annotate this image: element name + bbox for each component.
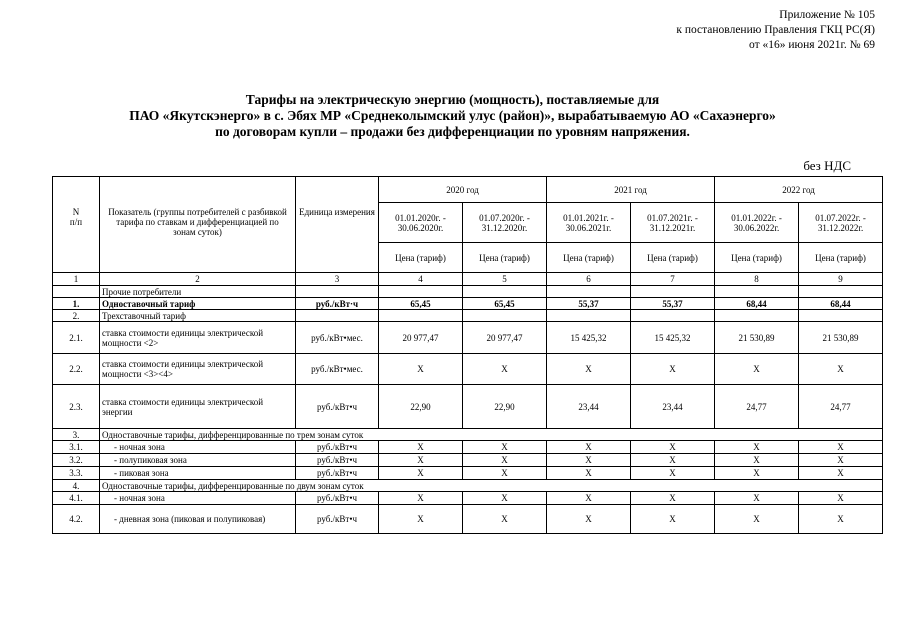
row-value	[379, 310, 463, 322]
row-unit: руб./кВт·ч	[296, 298, 379, 310]
header-year-2021: 2021 год	[547, 177, 715, 203]
title-line-1: Тарифы на электрическую энергию (мощность), поставляемые для	[245, 92, 660, 107]
row-number: 3.	[53, 429, 100, 441]
row-value: 65,45	[463, 298, 547, 310]
row-unit	[296, 310, 379, 322]
row-number: 2.	[53, 310, 100, 322]
table-row	[53, 492, 883, 505]
col-number: 5	[463, 273, 547, 286]
row-unit: руб./кВт•мес.	[296, 322, 379, 354]
row-value: Х	[631, 467, 715, 480]
row-number: 3.1.	[53, 441, 100, 454]
header-period: 01.07.2022г. - 31.12.2022г.	[799, 203, 883, 243]
row-value: 15 425,32	[631, 322, 715, 354]
col-number: 6	[547, 273, 631, 286]
table-row	[53, 441, 883, 454]
row-value: 20 977,47	[463, 322, 547, 354]
row-value: 24,77	[715, 385, 799, 429]
row-indicator: Одноставочные тарифы, дифференцированные по трем зонам суток	[100, 429, 883, 441]
row-indicator: Одноставочные тарифы, дифференцированные по двум зонам суток	[100, 480, 883, 492]
row-value: 55,37	[547, 298, 631, 310]
row-unit: руб./кВт•мес.	[296, 354, 379, 385]
row-value	[547, 310, 631, 322]
row-value	[715, 286, 799, 298]
col-number: 9	[799, 273, 883, 286]
row-value	[799, 286, 883, 298]
col-number: 4	[379, 273, 463, 286]
table-row	[53, 429, 883, 441]
appendix-line-3: от «16» июня 2021г. № 69	[749, 39, 875, 51]
header-period: 01.07.2020г. - 31.12.2020г.	[463, 203, 547, 243]
header-price: Цена (тариф)	[463, 243, 547, 273]
row-value: Х	[715, 505, 799, 534]
header-period: 01.01.2021г. - 30.06.2021г.	[547, 203, 631, 243]
row-value: 55,37	[631, 298, 715, 310]
row-unit	[296, 286, 379, 298]
row-value: Х	[799, 505, 883, 534]
appendix-header	[676, 8, 875, 53]
header-period: 01.01.2022г. - 30.06.2022г.	[715, 203, 799, 243]
header-year-2022: 2022 год	[715, 177, 883, 203]
row-value: Х	[379, 441, 463, 454]
row-number: 3.3.	[53, 467, 100, 480]
row-value	[547, 286, 631, 298]
table-row	[53, 480, 883, 492]
table-row	[53, 454, 883, 467]
col-number: 7	[631, 273, 715, 286]
row-value: Х	[631, 505, 715, 534]
header-row-col-numbers	[53, 273, 883, 286]
header-price: Цена (тариф)	[631, 243, 715, 273]
tariff-table	[52, 176, 883, 534]
row-value: Х	[379, 467, 463, 480]
row-unit: руб./кВт•ч	[296, 454, 379, 467]
row-value: Х	[379, 492, 463, 505]
row-indicator: - ночная зона	[100, 492, 296, 505]
row-indicator: - пиковая зона	[100, 467, 296, 480]
row-number: 2.3.	[53, 385, 100, 429]
row-indicator: ставка стоимости единицы электрической мощности <2>	[100, 322, 296, 354]
table-row	[53, 467, 883, 480]
row-number: 1.	[53, 298, 100, 310]
table-row	[53, 298, 883, 310]
header-num: N п/п	[53, 177, 100, 273]
row-value: 65,45	[379, 298, 463, 310]
header-unit: Единица измерения	[296, 177, 379, 273]
row-indicator: - дневная зона (пиковая и полупиковая)	[100, 505, 296, 534]
row-value: 22,90	[379, 385, 463, 429]
row-value: Х	[715, 467, 799, 480]
row-number: 4.	[53, 480, 100, 492]
table-row	[53, 354, 883, 385]
title-line-2: ПАО «Якутскэнерго» в с. Эбях МР «Среднеколымский улус (район)», вырабатываемую АО «Сахаэнерго»	[129, 108, 776, 123]
row-unit: руб./кВт•ч	[296, 505, 379, 534]
row-value: Х	[463, 354, 547, 385]
row-value: Х	[631, 354, 715, 385]
row-value: Х	[463, 505, 547, 534]
vat-note: без НДС	[803, 158, 851, 173]
row-indicator: - ночная зона	[100, 441, 296, 454]
title-line-3: по договорам купли – продажи без дифференциации по уровням напряжения.	[215, 124, 690, 139]
row-number	[53, 286, 100, 298]
row-value: Х	[547, 467, 631, 480]
row-indicator: ставка стоимости единицы электрической мощности <3><4>	[100, 354, 296, 385]
row-value: Х	[379, 505, 463, 534]
table-row	[53, 322, 883, 354]
document-title	[0, 92, 905, 140]
col-number: 8	[715, 273, 799, 286]
row-value: Х	[799, 354, 883, 385]
header-row-years	[53, 177, 883, 203]
table-row	[53, 286, 883, 298]
row-unit: руб./кВт•ч	[296, 385, 379, 429]
row-value: Х	[799, 467, 883, 480]
row-value: 22,90	[463, 385, 547, 429]
row-value: Х	[799, 454, 883, 467]
row-value: Х	[715, 354, 799, 385]
row-value: 24,77	[799, 385, 883, 429]
row-value: 68,44	[799, 298, 883, 310]
row-value: Х	[631, 441, 715, 454]
header-price: Цена (тариф)	[715, 243, 799, 273]
row-value	[379, 286, 463, 298]
row-value: Х	[463, 467, 547, 480]
row-value: Х	[463, 441, 547, 454]
row-indicator: Трехставочный тариф	[100, 310, 296, 322]
row-value: Х	[799, 492, 883, 505]
row-value: Х	[715, 454, 799, 467]
col-number: 3	[296, 273, 379, 286]
header-indicator: Показатель (группы потребителей с разбивкой тарифа по ставкам и дифференциацией по зонам суток)	[100, 177, 296, 273]
row-value: Х	[631, 454, 715, 467]
row-unit: руб./кВт•ч	[296, 467, 379, 480]
row-value: Х	[547, 441, 631, 454]
row-number: 4.1.	[53, 492, 100, 505]
row-value: Х	[379, 454, 463, 467]
table-row	[53, 385, 883, 429]
col-number: 2	[100, 273, 296, 286]
row-value: Х	[799, 441, 883, 454]
header-price: Цена (тариф)	[379, 243, 463, 273]
row-number: 3.2.	[53, 454, 100, 467]
row-unit: руб./кВт•ч	[296, 492, 379, 505]
row-value: Х	[463, 454, 547, 467]
row-value	[715, 310, 799, 322]
row-value: 21 530,89	[715, 322, 799, 354]
row-value	[631, 286, 715, 298]
row-indicator: Прочие потребители	[100, 286, 296, 298]
row-number: 2.1.	[53, 322, 100, 354]
row-value: 15 425,32	[547, 322, 631, 354]
row-value: Х	[715, 441, 799, 454]
table-row	[53, 310, 883, 322]
row-value: Х	[715, 492, 799, 505]
row-unit: руб./кВт•ч	[296, 441, 379, 454]
appendix-line-1: Приложение № 105	[779, 9, 875, 21]
row-number: 4.2.	[53, 505, 100, 534]
header-price: Цена (тариф)	[799, 243, 883, 273]
header-period: 01.01.2020г. - 30.06.2020г.	[379, 203, 463, 243]
row-value: Х	[547, 492, 631, 505]
appendix-line-2: к постановлению Правления ГКЦ РС(Я)	[676, 24, 875, 36]
row-indicator: Одноставочный тариф	[100, 298, 296, 310]
row-number: 2.2.	[53, 354, 100, 385]
row-indicator: ставка стоимости единицы электрической энергии	[100, 385, 296, 429]
row-value: Х	[631, 492, 715, 505]
row-value: 23,44	[631, 385, 715, 429]
row-value: 20 977,47	[379, 322, 463, 354]
header-year-2020: 2020 год	[379, 177, 547, 203]
tariff-table-body	[53, 177, 883, 534]
row-value	[463, 310, 547, 322]
col-number: 1	[53, 273, 100, 286]
table-row	[53, 505, 883, 534]
row-value: Х	[463, 492, 547, 505]
row-value: Х	[379, 354, 463, 385]
row-value: 68,44	[715, 298, 799, 310]
row-value: 23,44	[547, 385, 631, 429]
row-value	[463, 286, 547, 298]
row-indicator: - полупиковая зона	[100, 454, 296, 467]
row-value: Х	[547, 454, 631, 467]
row-value: 21 530,89	[799, 322, 883, 354]
row-value	[799, 310, 883, 322]
header-period: 01.07.2021г. - 31.12.2021г.	[631, 203, 715, 243]
row-value: Х	[547, 505, 631, 534]
header-price: Цена (тариф)	[547, 243, 631, 273]
row-value	[631, 310, 715, 322]
row-value: Х	[547, 354, 631, 385]
